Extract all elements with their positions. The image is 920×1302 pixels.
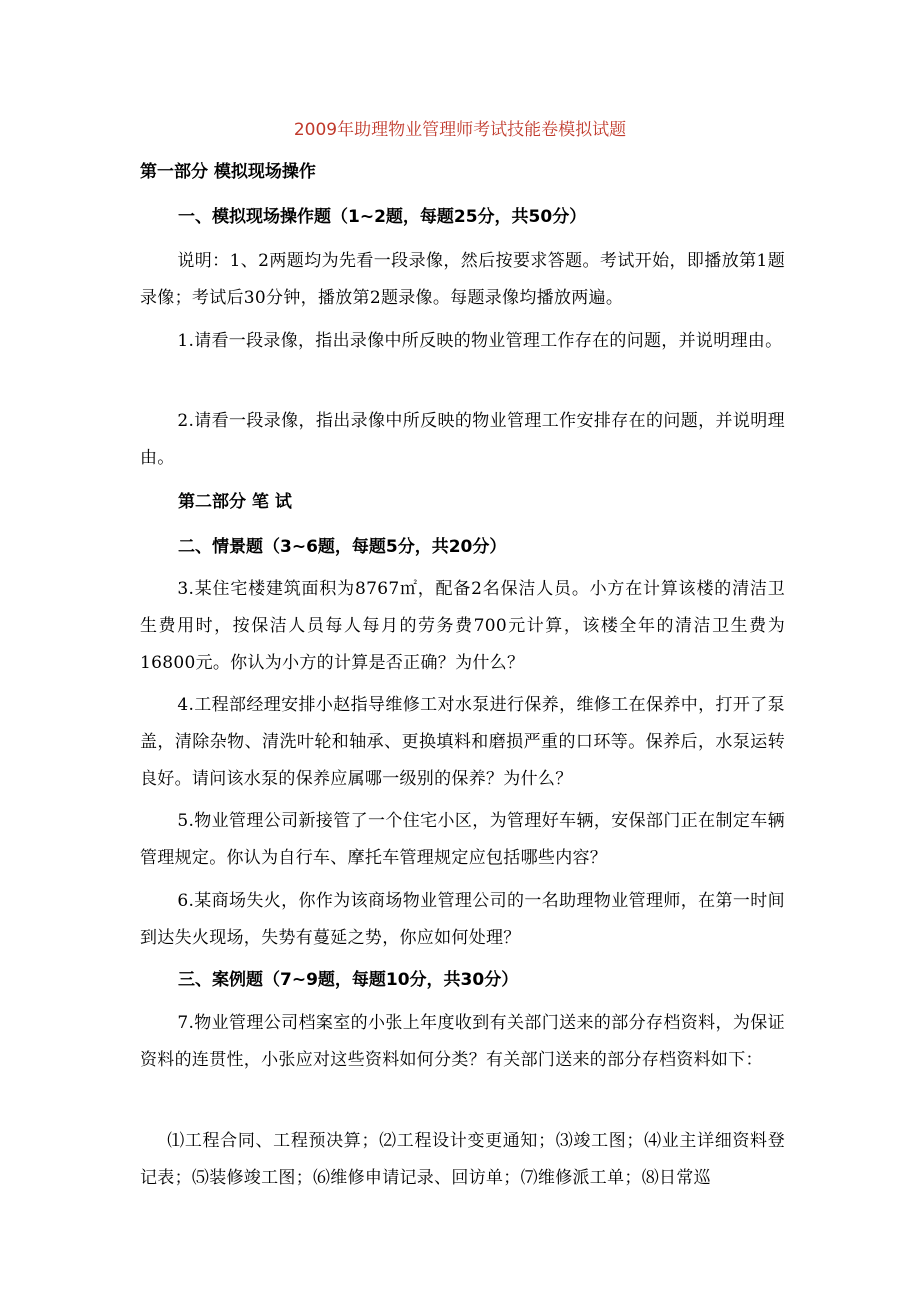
question-1: 1.请看一段录像，指出录像中所反映的物业管理工作存在的问题，并说明理由。 bbox=[177, 331, 783, 351]
section2-heading: 二、情景题（3~6题，每题5分，共20分） bbox=[178, 537, 507, 557]
section1-heading: 一、模拟现场操作题（1~2题，每题25分，共50分） bbox=[178, 207, 587, 227]
question-4: 4.工程部经理安排小赵指导维修工对水泵进行保养，维修工在保养中，打开了泵盖，清除杂物、清洗叶轮和轴承、更换填料和磨损严重的口环等。保养后，水泵运转良好。请问该水泵的保养应属哪一级别的保养？为什么？ bbox=[140, 695, 785, 789]
question-6: 6.某商场失火，你作为该商场物业管理公司的一名助理物业管理师，在第一时间到达失火现场，失势有蔓延之势，你应如何处理？ bbox=[140, 891, 785, 948]
document-title: 2009年助理物业管理师考试技能卷模拟试题 bbox=[293, 120, 627, 140]
question-2: 2.请看一段录像，指出录像中所反映的物业管理工作安排存在的问题，并说明理由。 bbox=[140, 411, 785, 468]
question-3: 3.某住宅楼建筑面积为8767㎡，配备2名保洁人员。小方在计算该楼的清洁卫生费用时，按保洁人员每人每月的劳务费700元计算，该楼全年的清洁卫生费为16800元。你认为小方的计算是否正确？为什么？ bbox=[140, 579, 785, 673]
section3-heading: 三、案例题（7~9题，每题10分，共30分） bbox=[178, 970, 519, 990]
part1-heading: 第一部分 模拟现场操作 bbox=[140, 162, 316, 182]
section1-note: 说明：1、2两题均为先看一段录像，然后按要求答题。考试开始，即播放第1题录像；考试后30分钟，播放第2题录像。每题录像均播放两遍。 bbox=[140, 251, 785, 308]
part2-heading: 第二部分 笔 试 bbox=[178, 492, 292, 512]
question-7-list: ⑴工程合同、工程预决算；⑵工程设计变更通知；⑶竣工图；⑷业主详细资料登记表；⑸装修竣工图；⑹维修申请记录、回访单；⑺维修派工单；⑻日常巡 bbox=[140, 1131, 785, 1188]
question-5: 5.物业管理公司新接管了一个住宅小区，为管理好车辆，安保部门正在制定车辆管理规定。你认为自行车、摩托车管理规定应包括哪些内容？ bbox=[140, 811, 785, 868]
question-7: 7.物业管理公司档案室的小张上年度收到有关部门送来的部分存档资料，为保证资料的连贯性，小张应对这些资料如何分类？有关部门送来的部分存档资料如下： bbox=[140, 1013, 785, 1070]
